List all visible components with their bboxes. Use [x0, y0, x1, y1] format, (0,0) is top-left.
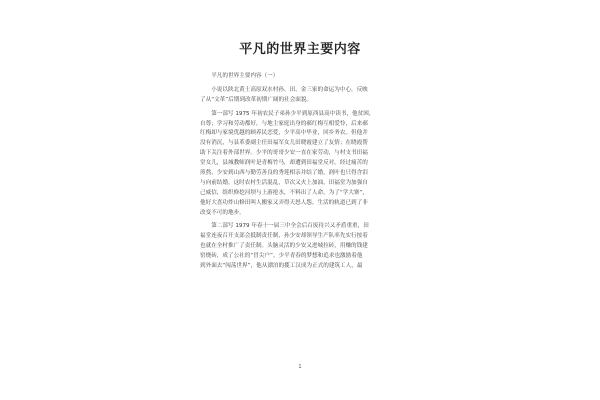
document-body [200, 72, 404, 272]
paragraph-line: 第二部写 1979 年春十一届三中全会后百废待兴又矛盾重重，田 [200, 223, 369, 230]
paragraph-line: 自尊；学习和劳动都好，与地主家庭出身的郝红梅互相爱怜，后来郝 [200, 120, 368, 127]
paragraph-line: 小说以陕北黄土高原双水村孙、田、金三家的命运为中心，反映 [200, 86, 368, 93]
paragraph-line: 没有消沉，与县革委副主任田福军女儿田晓霞建立了友情；在晓霞帮 [200, 140, 368, 147]
paragraph-line: 窑烧砖，成了公社的“冒尖户”。少平青春的梦想和追求也激励着他 [200, 253, 363, 260]
section-heading: 平凡的世界主要内容（一） [200, 73, 279, 79]
paragraph-line: 了从“文革”后期到改革初期广阔的社会面貌。 [200, 96, 313, 103]
paragraph-line: 也就在全村推广了责任制。头脑灵活的少安又进城拉砖，用赚的钱建 [200, 243, 368, 250]
paragraph-line: 他好大喜功炸山修田叫人搬家又弄得天怒人怨。生活的轨道已到了非 [200, 199, 368, 206]
paragraph-line: 福堂连夜召开支部会抵制责任制，孙少安却领导生产队率先实行按着 [200, 233, 368, 240]
paragraph-line: 到外面去“闯荡世界”，他从漂泊的揽工汉成为正式的建筑工人，最 [200, 263, 363, 270]
page-number: 1 [298, 364, 302, 370]
paragraph-line: 与向前结婚。这时农村生活混乱，草次又火上加油，田福堂为加强自 [200, 179, 368, 186]
paragraph-line: 己威信，组织修挖河坝与上游抢水，不料出了人命，为了“学大寨”， [200, 189, 369, 196]
paragraph-line: 堂女儿，县城教师润叶是青梅竹马，却遭到田福堂反对。经过痛苦的 [200, 160, 368, 167]
paragraph-line: 改变不可的地步。 [200, 209, 245, 216]
paragraph-line: 煎熬，少安到山西与勤劳善良的秀莲相亲并结了婚，润叶也只得含泪 [200, 170, 368, 177]
paragraph-line: 助下关注着外部世界。少平的哥哥少安一直在家劳动，与村支书田福 [200, 150, 368, 157]
paragraph-line: 第一部写 1975 年初农民子弟孙少平到原西县高中读书，他贫困， [200, 110, 375, 117]
document-title: 平凡的世界主要内容 [239, 42, 361, 57]
paragraph-line: 红梅却与家境优越的顾养民恋爱，少平高中毕业，回乡务农。但他并 [200, 130, 368, 137]
